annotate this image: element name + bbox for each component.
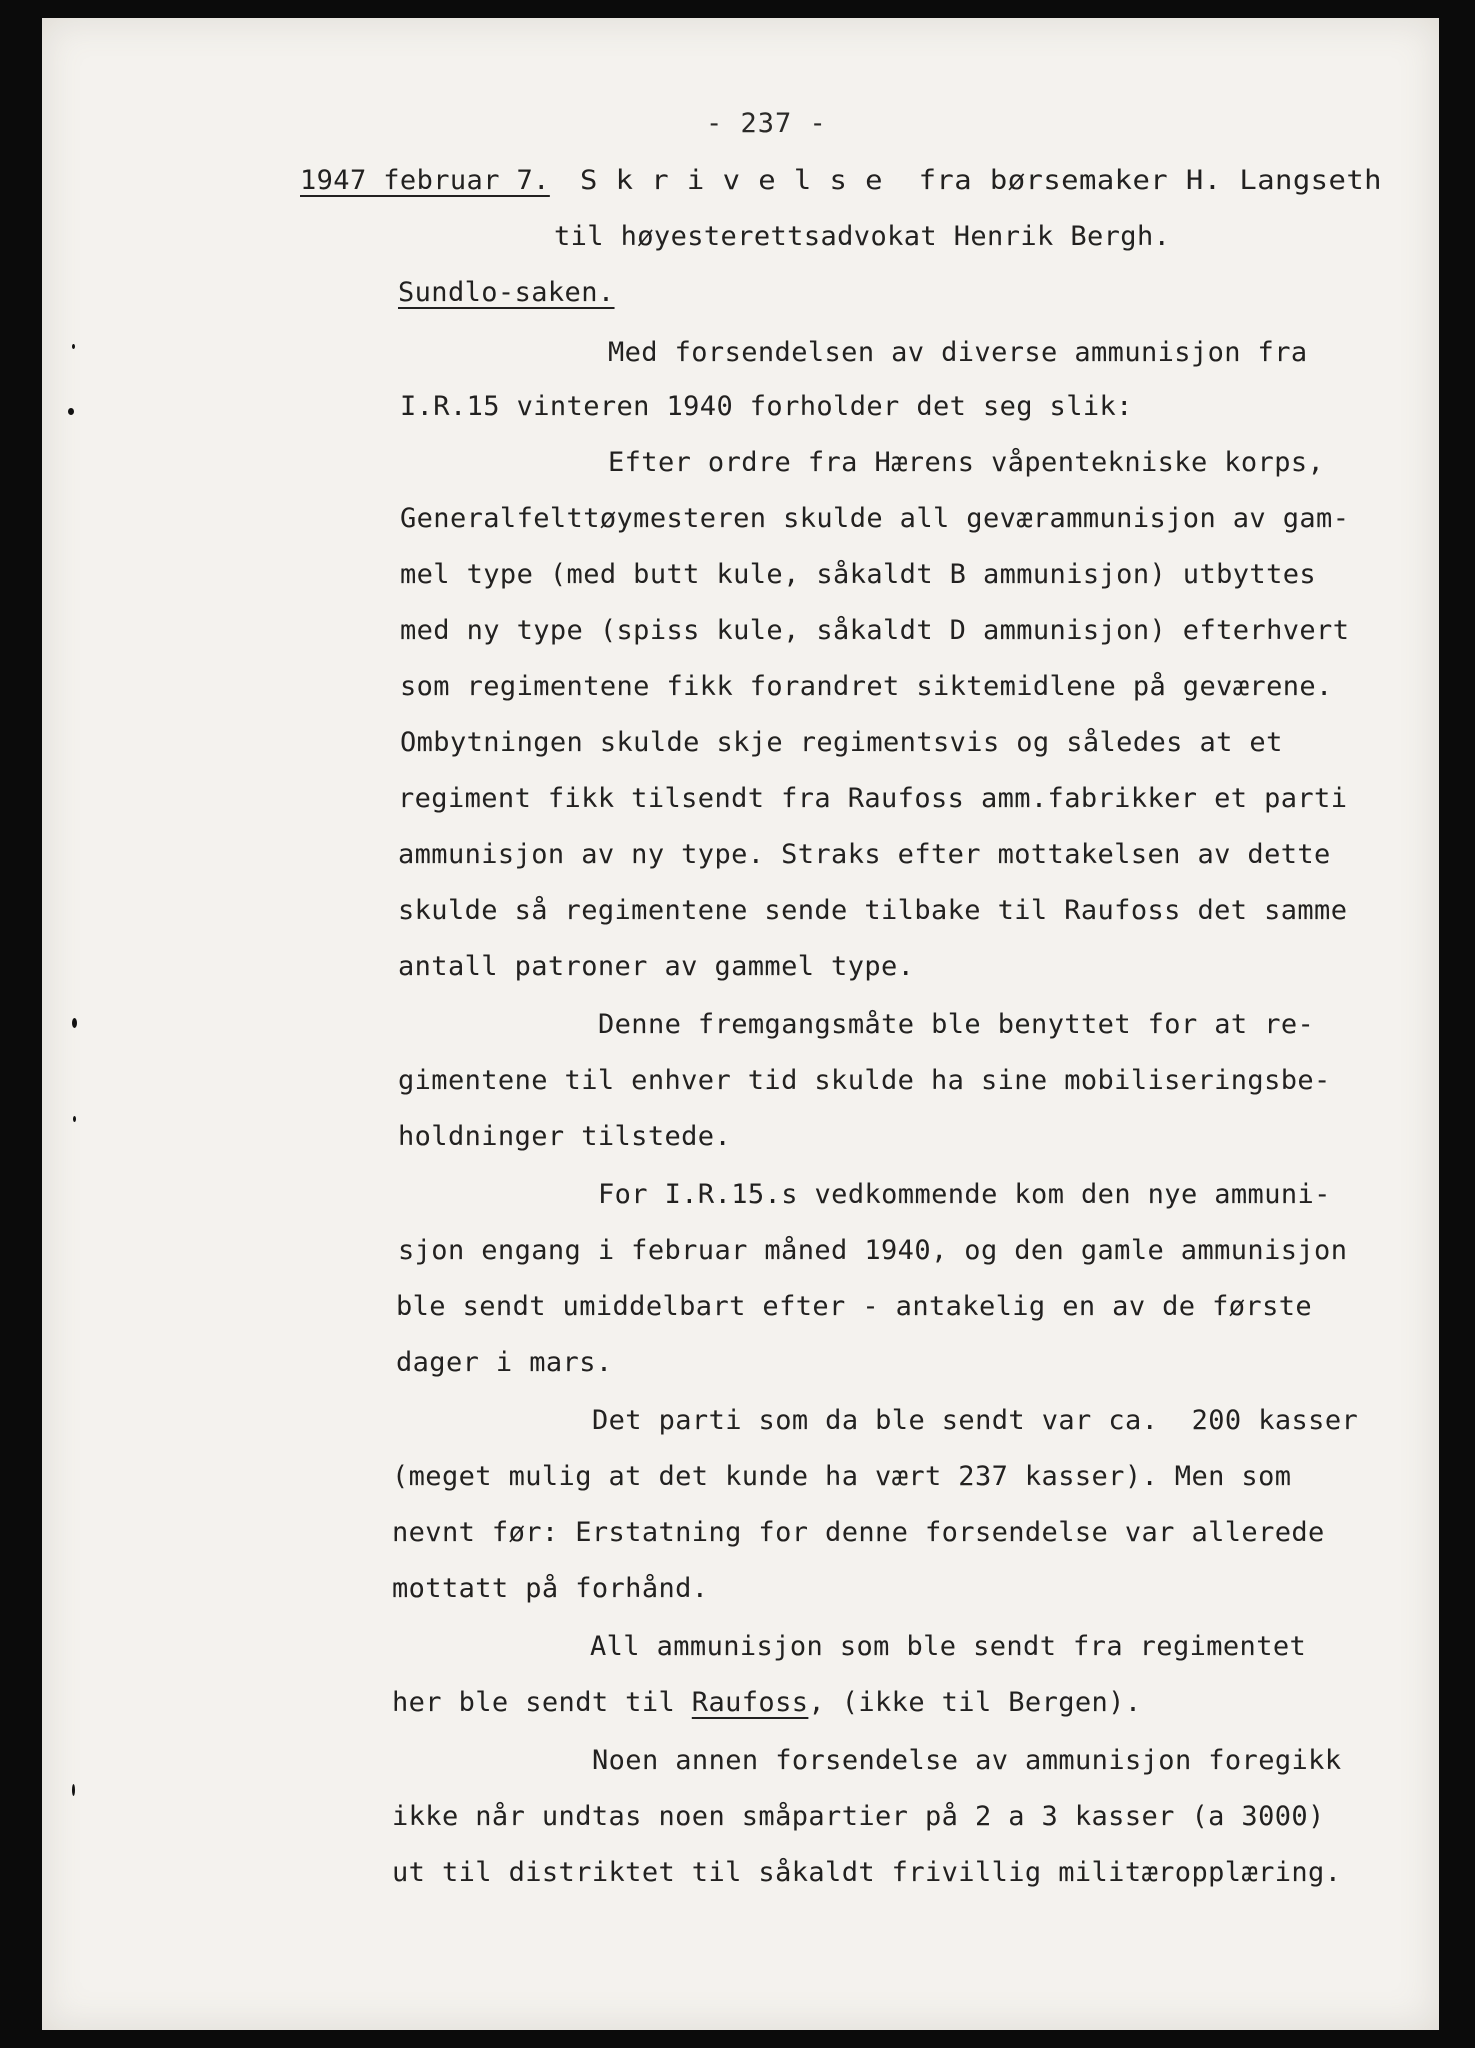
body-line: For I.R.15.s vedkommende kom den nye ammuni-	[598, 1179, 1331, 1210]
letter-heading: S k r i v e l s e fra børsemaker H. Langseth	[580, 165, 1382, 196]
body-line: skulde så regimentene sende tilbake til Raufoss det samme	[398, 895, 1348, 926]
scan-mark	[73, 1116, 76, 1122]
body-line: ut til distriktet til såkaldt frivillig militæropplæring.	[392, 1857, 1342, 1888]
body-line: Ombytningen skulde skje regimentsvis og således at et	[400, 727, 1283, 758]
letter-date: 1947 februar 7.	[300, 165, 550, 196]
document-page	[42, 18, 1439, 2030]
body-line: Efter ordre fra Hærens våpentekniske korps,	[608, 447, 1325, 478]
body-line: ammunisjon av ny type. Straks efter mottakelsen av dette	[398, 839, 1331, 870]
body-line: Generalfelttøymesteren skulde all geværammunisjon av gam-	[400, 503, 1350, 534]
scan-mark	[72, 1784, 75, 1796]
body-line: regiment fikk tilsendt fra Raufoss amm.fabrikker et parti	[398, 783, 1348, 814]
body-line: nevnt før: Erstatning for denne forsendelse var allerede	[392, 1517, 1325, 1548]
body-line: Det parti som da ble sendt var ca. 200 kasser	[592, 1405, 1359, 1436]
body-line	[392, 1686, 1142, 1720]
case-title: Sundlo-saken.	[398, 277, 615, 308]
body-line: All ammunisjon som ble sendt fra regimentet	[590, 1631, 1307, 1662]
body-line: ikke når undtas noen småpartier på 2 a 3 kasser (a 3000)	[392, 1801, 1325, 1832]
body-line: som regimentene fikk forandret siktemidlene på geværene.	[400, 671, 1333, 702]
underlined-place: Raufoss	[691, 1687, 809, 1718]
scan-mark	[72, 344, 75, 349]
body-line: ble sendt umiddelbart efter - antakelig en av de første	[396, 1291, 1313, 1322]
body-line: (meget mulig at det kunde ha vært 237 kasser). Men som	[392, 1461, 1292, 1492]
body-line: mottatt på forhånd.	[392, 1573, 709, 1604]
scan-mark	[68, 408, 74, 415]
page-number: - 237 -	[706, 108, 827, 139]
body-line: Med forsendelsen av diverse ammunisjon fra	[608, 337, 1308, 368]
scan-mark	[72, 1018, 77, 1028]
body-line: dager i mars.	[396, 1347, 613, 1378]
body-line: I.R.15 vinteren 1940 forholder det seg slik:	[400, 391, 1133, 422]
body-line: Noen annen forsendelse av ammunisjon foregikk	[592, 1745, 1342, 1776]
body-text: , (ikke til Bergen).	[808, 1687, 1142, 1718]
body-line: gimentene til enhver tid skulde ha sine mobiliseringsbe-	[398, 1065, 1331, 1096]
body-line: med ny type (spiss kule, såkaldt D ammunisjon) efterhvert	[400, 615, 1350, 646]
letter-recipient: til høyesterettsadvokat Henrik Bergh.	[554, 221, 1171, 252]
body-line: antall patroner av gammel type.	[398, 951, 915, 982]
body-line: Denne fremgangsmåte ble benyttet for at re-	[598, 1009, 1315, 1040]
body-line: mel type (med butt kule, såkaldt B ammunisjon) utbyttes	[400, 559, 1317, 590]
body-line: sjon engang i februar måned 1940, og den gamle ammunisjon	[398, 1235, 1348, 1266]
body-line: holdninger tilstede.	[398, 1121, 732, 1152]
body-text: her ble sendt til	[392, 1687, 692, 1718]
